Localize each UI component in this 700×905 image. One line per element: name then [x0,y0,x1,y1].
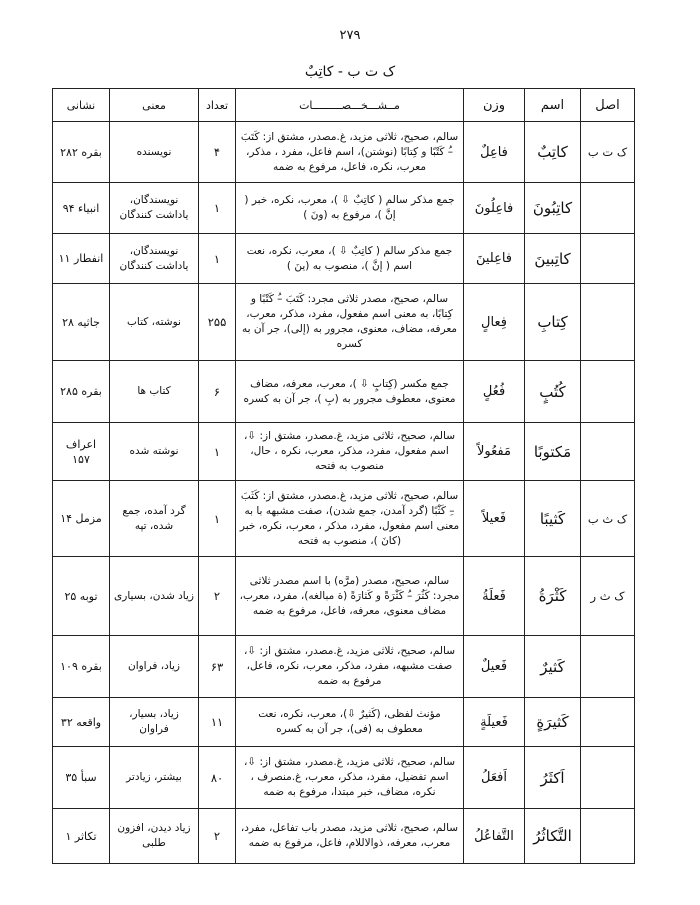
cell-desc: سالم، صحیح، ثلاثی مزید، غ.مصدر، مشتق از: ⇩، اسم تفضیل، مفرد، مذکر، معرب، غ.منصرف ، نکره، مضاف، خبر مبتدا، مرفوع به ضمه [236,747,464,809]
table-row [53,481,635,557]
cell-meaning: نوشته، کتاب [110,284,199,361]
cell-ism: اَکثَرُ [525,747,581,809]
cell-meaning: گرد آمده، جمع شده، تپه [110,481,199,557]
cell-wazn: مَفعُولاً [464,423,525,481]
cell-desc: سالم، صحیح، ثلاثی مزید، مصدر باب تفاعل، مفرد، معرب، معرفه، ذوالاللام، فاعل، مرفوع به ضمه [236,809,464,864]
cell-desc: جمع مذکر سالم ( کاتِبٌ ⇩ )، معرب، نکره، نعت اسم ( إنَّ )، منصوب به (ینَ ) [236,234,464,284]
table-row [53,809,635,864]
cell-ref: توبه ۲۵ [53,557,110,636]
cell-count: ۲۵۵ [199,284,236,361]
cell-asl [581,636,635,698]
cell-count: ۱۱ [199,698,236,747]
cell-ref: اعراف ۱۵۷ [53,423,110,481]
header-desc: مــشـــخـــصـــــــــات [236,89,464,122]
cell-ref: انفطار ۱۱ [53,234,110,284]
cell-ref: تکاثر ۱ [53,809,110,864]
cell-wazn: فُعُلٍ [464,361,525,423]
cell-ref: جاثیه ۲۸ [53,284,110,361]
table-row [53,698,635,747]
table-row [53,234,635,284]
cell-ism: التَّکاثُرُ [525,809,581,864]
table-row [53,284,635,361]
cell-ref: سبأ ۳۵ [53,747,110,809]
cell-count: ۶۳ [199,636,236,698]
header-ism: اسم [525,89,581,122]
table-row [53,361,635,423]
cell-asl [581,284,635,361]
table-row [53,636,635,698]
cell-meaning: کتاب ها [110,361,199,423]
cell-count: ۶ [199,361,236,423]
cell-ism: کَثیرٌ [525,636,581,698]
cell-ism: کِتابِ [525,284,581,361]
cell-meaning: نوشته شده [110,423,199,481]
cell-count: ۱ [199,481,236,557]
cell-ism: مَکتوبًا [525,423,581,481]
table-row [53,122,635,183]
cell-count: ۸۰ [199,747,236,809]
cell-meaning: زیاد دیدن، افزون طلبی [110,809,199,864]
cell-desc: سالم، صحیح، مصدر ثلاثی مجرد: کَتَبَ –ُ کَتْبًا و کِتابًا، به معنی اسم مفعول، مفرد، مذکر، معرب، معرفه، مضاف، معنوی، مجرور به (إلی)، جر آن به کسره [236,284,464,361]
header-meaning: معنی [110,89,199,122]
cell-ref: مزمل ۱۴ [53,481,110,557]
cell-asl [581,183,635,234]
cell-wazn: فاعِلُونَ [464,183,525,234]
cell-asl [581,423,635,481]
cell-wazn: فاعِلٌ [464,122,525,183]
page-title: ک ت ب - کاتِبٌ [304,64,396,80]
cell-asl [581,361,635,423]
header-wazn: وزن [464,89,525,122]
cell-ref: بقره ۱۰۹ [53,636,110,698]
cell-count: ۱ [199,423,236,481]
cell-meaning: نویسندگان، یاداشت کنندگان [110,183,199,234]
cell-ism: کَثْرَةُ [525,557,581,636]
cell-count: ۱ [199,183,236,234]
cell-meaning: نویسنده [110,122,199,183]
cell-meaning: بیشتر، زیادتر [110,747,199,809]
cell-wazn: التَّفاعُلُ [464,809,525,864]
cell-wazn: فَعیلاً [464,481,525,557]
header-asl: اصل [581,89,635,122]
cell-asl [581,747,635,809]
cell-wazn: فِعالٍ [464,284,525,361]
cell-ism: کُتُبٍ [525,361,581,423]
cell-ism: کاتِبٌ [525,122,581,183]
cell-meaning: زیاد، فراوان [110,636,199,698]
cell-asl [581,698,635,747]
cell-ism: کَثیرَةٍ [525,698,581,747]
cell-asl: ک ث ب [581,481,635,557]
cell-ism: کَثیبًا [525,481,581,557]
cell-desc: سالم، صحیح، مصدر (مرَّه) با اسم مصدر ثلاثی مجرد: کَثُرَ –ُ کَثْرَةً و کَثارَةً (ة مبالغه)، مفرد، معرب، مضاف معنوی، معرفه، فاعل، مرفوع به ضمه [236,557,464,636]
cell-meaning: زیاد شدن، بسیاری [110,557,199,636]
cell-ism: کاتِبینَ [525,234,581,284]
cell-count: ۴ [199,122,236,183]
cell-desc: سالم، صحیح، ثلاثی مزید، غ.مصدر، مشتق از: کَتَبَ –ُ کَتْبًا و کِتابًا (نوشتن)، اسم فاعل، مفرد ، مذکر، معرب، نکره، فاعل، مرفوع به ضمه [236,122,464,183]
table-row [53,557,635,636]
cell-ref: انبیاء ۹۴ [53,183,110,234]
cell-count: ۲ [199,557,236,636]
cell-wazn: فَعیلٌ [464,636,525,698]
cell-meaning: نویسندگان، یاداشت کنندگان [110,234,199,284]
cell-ref: بقره ۲۸۲ [53,122,110,183]
cell-asl [581,234,635,284]
cell-ism: کاتِبُونَ [525,183,581,234]
table-row [53,183,635,234]
cell-asl: ک ث ر [581,557,635,636]
cell-wazn: فَعیلَةٍ [464,698,525,747]
lexicon-table [52,88,635,864]
cell-wazn: اَفعَلُ [464,747,525,809]
cell-wazn: فاعِلینَ [464,234,525,284]
cell-ref: واقعه ۳۲ [53,698,110,747]
page-number: ۲۷۹ [339,28,361,43]
cell-wazn: فَعلَةُ [464,557,525,636]
cell-meaning: زیاد، بسیار، فراوان [110,698,199,747]
cell-desc: مؤنث لفظی، (کَثیرٌ ⇩)، معرب، نکره، نعت معطوف به (فی)، جر آن به کسره [236,698,464,747]
cell-desc: سالم، صحیح، ثلاثی مزید، غ.مصدر، مشتق از: کَثَبَ –ِ کَثْبًا (گرد آمدن، جمع شدن)، صفت مشبهه با به معنی اسم مفعول، مفرد، مذکر ، معرب، نکره، خبر (کانَ )، منصوب به فتحه [236,481,464,557]
header-count: تعداد [199,89,236,122]
cell-count: ۲ [199,809,236,864]
cell-desc: سالم، صحیح، ثلاثی مزید، غ.مصدر، مشتق از: ⇩، اسم مفعول، مفرد، مذکر، معرب، نکره ، حال، منصوب به فتحه [236,423,464,481]
header-ref: نشانی [53,89,110,122]
cell-count: ۱ [199,234,236,284]
table-row [53,747,635,809]
cell-ref: بقره ۲۸۵ [53,361,110,423]
cell-desc: جمع مذکر سالم ( کاتِبٌ ⇩ )، معرب، نکره، خبر ( إنَّ )، مرفوع به (ونَ ) [236,183,464,234]
table-header-row [53,89,635,122]
cell-desc: جمع مکسر (کِتابٍ ⇩ )، معرب، معرفه، مضاف معنوی، معطوف مجرور به (بِ )، جر آن به کسره [236,361,464,423]
table-row [53,423,635,481]
cell-desc: سالم، صحیح، ثلاثی مزید، غ.مصدر، مشتق از: ⇩، صفت مشبهه، مفرد، مذکر، معرب، نکره، فاعل، مرفوع به ضمه [236,636,464,698]
cell-asl [581,809,635,864]
cell-asl: ک ت ب [581,122,635,183]
